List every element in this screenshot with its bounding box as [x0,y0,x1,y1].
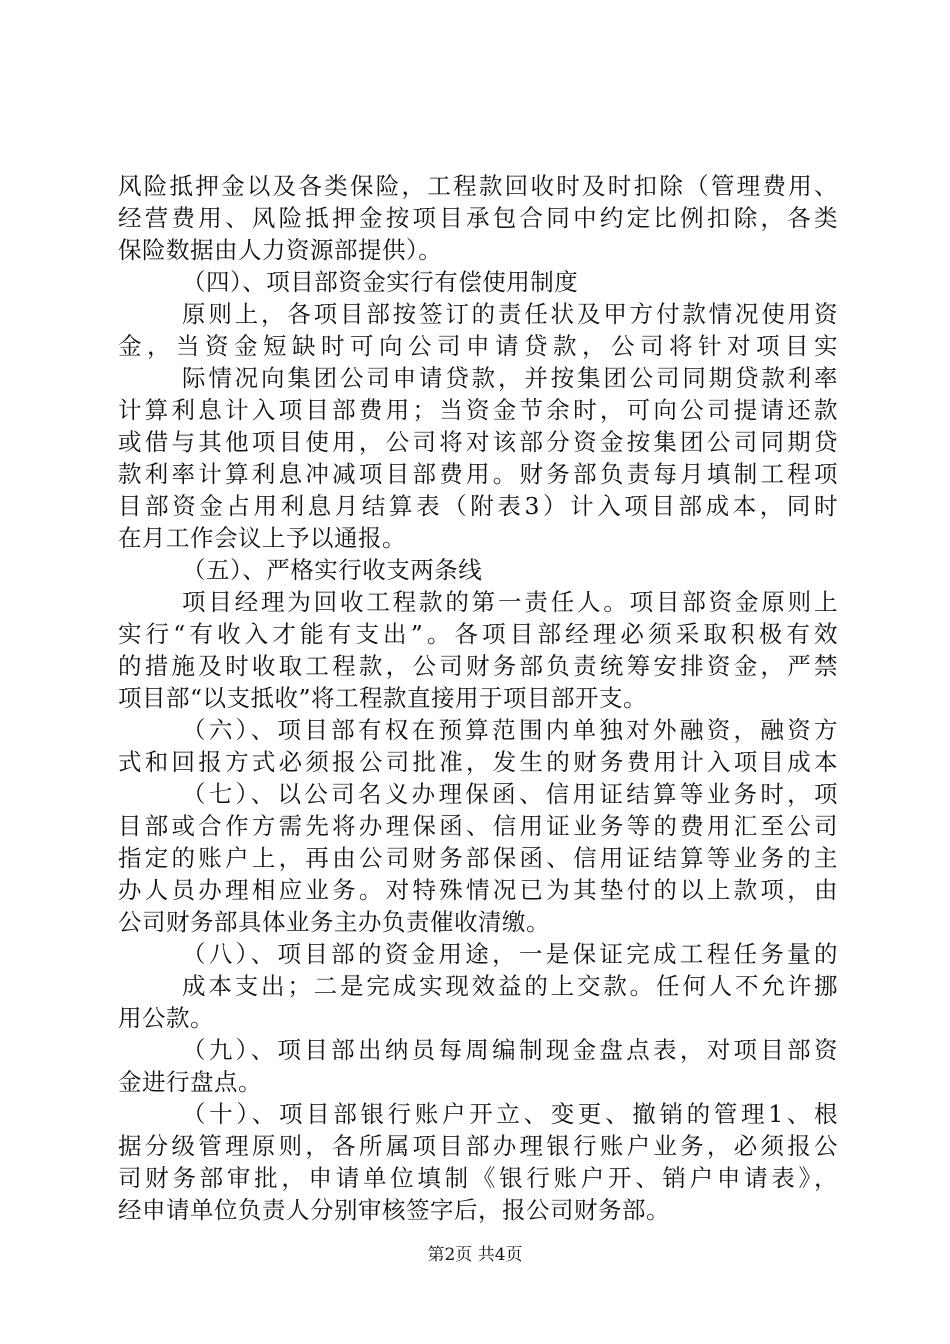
text-line: 实行“有收入才能有支出”。各项目部经理必须采取积极有效 [118,620,838,648]
text-line: 经营费用、风险抵押金按项目承包合同中约定比例扣除，各类 [118,204,838,232]
text-line: 指定的账户上，再由公司财务部保函、信用证结算等业务的主 [118,844,838,872]
document-body [118,170,838,1226]
section-heading: （六）、项目部有权在预算范围内单独对外融资，融资方 [182,716,838,744]
text-line: 原则上，各项目部按签订的责任状及甲方付款情况使用资 [182,300,838,328]
text-line: 或借与其他项目使用，公司将对该部分资金按集团公司同期贷 [118,428,838,456]
text-line: 风险抵押金以及各类保险，工程款回收时及时扣除（管理费用、 [118,172,838,200]
text-line: 项目经理为回收工程款的第一责任人。项目部资金原则上 [182,588,838,616]
text-line: 目部或合作方需先将办理保函、信用证业务等的费用汇至公司 [118,812,838,840]
text-line: 在月工作会议上予以通报。 [118,524,406,552]
text-line: 金，当资金短缺时可向公司申请贷款，公司将针对项目实 [118,332,838,360]
section-heading: （八）、项目部的资金用途，一是保证完成工程任务量的 [182,940,838,968]
text-line: 据分级管理原则，各所属项目部办理银行账户业务，必须报公 [118,1132,838,1160]
text-line: 际情况向集团公司申请贷款，并按集团公司同期贷款利率 [182,364,838,392]
text-line: 金进行盘点。 [118,1068,262,1096]
text-line: 办人员办理相应业务。对特殊情况已为其垫付的以上款项，由 [118,876,838,904]
section-heading: （四）、项目部资金实行有偿使用制度 [182,268,579,296]
text-line: 司财务部审批，申请单位填制《银行账户开、销户申请表》， [118,1164,838,1192]
text-line: 款利率计算利息冲减项目部费用。财务部负责每月填制工程项 [118,460,838,488]
text-line: 的措施及时收取工程款，公司财务部负责统筹安排资金，严禁 [118,652,838,680]
text-line: 经申请单位负责人分别审核签字后，报公司财务部。 [118,1196,670,1224]
text-line: 成本支出；二是完成实现效益的上交款。任何人不允许挪 [182,972,838,1000]
section-heading: （五）、严格实行收支两条线 [182,556,483,584]
text-line: 计算利息计入项目部费用；当资金节余时，可向公司提请还款 [118,396,838,424]
text-line: 式和回报方式必须报公司批准，发生的财务费用计入项目成本 [118,748,838,776]
text-line: 公司财务部具体业务主办负责催收清缴。 [118,908,550,936]
section-heading: （七）、以公司名义办理保函、信用证结算等业务时，项 [182,780,838,808]
text-line: 保险数据由人力资源部提供）。 [118,236,443,264]
section-heading: （十）、项目部银行账户开立、变更、撤销的管理1、根 [182,1100,838,1128]
text-line: 用公款。 [118,1004,214,1032]
page-number-footer: 第2页 共4页 [427,1245,523,1265]
text-line: 目部资金占用利息月结算表（附表3）计入项目部成本，同时 [118,492,838,520]
section-heading: （九）、项目部出纳员每周编制现金盘点表，对项目部资 [182,1036,838,1064]
text-line: 项目部“以支抵收”将工程款直接用于项目部开支。 [118,684,648,712]
